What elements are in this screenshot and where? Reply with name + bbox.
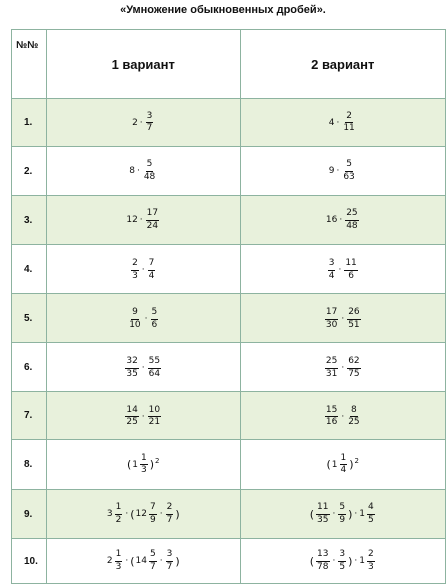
fraction	[148, 406, 161, 428]
table-row	[12, 440, 446, 490]
fraction	[146, 112, 154, 134]
page-title: «Умножение обыкновенных дробей».	[120, 4, 326, 16]
operator: ·	[341, 411, 345, 422]
math-expression	[310, 550, 376, 572]
numerator: 3	[166, 550, 174, 561]
operator: ·	[332, 556, 336, 566]
row-number: 8.	[12, 440, 47, 490]
denominator: 21	[148, 417, 161, 427]
numerator: 7	[148, 259, 156, 270]
operator: ·	[336, 117, 340, 128]
numerator: 15	[325, 406, 338, 417]
numerator: 4	[367, 503, 375, 514]
variant-2-cell	[240, 392, 445, 440]
numerator: 2	[166, 503, 174, 514]
fraction	[316, 503, 329, 525]
operator: ·	[136, 166, 140, 176]
fraction	[143, 160, 156, 182]
table-row	[12, 245, 446, 294]
parenthesis: (	[130, 507, 135, 521]
denominator: 35	[126, 368, 138, 379]
fraction	[328, 259, 336, 281]
number: 3	[106, 509, 113, 519]
fraction	[338, 550, 346, 572]
denominator: 9	[149, 514, 156, 525]
denominator: 3	[115, 561, 122, 572]
numerator: 2	[345, 112, 353, 123]
table-row	[12, 294, 446, 343]
parenthesis: (	[309, 554, 315, 568]
numerator: 1	[340, 454, 348, 465]
number: 9	[328, 166, 335, 176]
fraction	[149, 503, 157, 525]
exercise-table-body	[12, 30, 446, 584]
number: 12	[135, 509, 147, 519]
parenthesis: )	[349, 458, 354, 471]
number: 1	[331, 459, 338, 470]
operator: ·	[339, 215, 343, 225]
fraction	[325, 308, 338, 330]
fraction	[347, 308, 360, 330]
row-number: 4.	[12, 245, 47, 294]
numerator: 9	[131, 308, 139, 319]
math-expression	[324, 406, 362, 428]
numerator: 14	[125, 406, 138, 417]
variant-1-cell	[46, 392, 240, 440]
fraction	[316, 550, 329, 572]
table-row	[12, 343, 446, 392]
variant-2-cell	[240, 245, 445, 294]
denominator: 4	[328, 270, 335, 281]
variant-1-cell	[46, 539, 240, 584]
numerator: 3	[328, 259, 336, 270]
numerator: 55	[148, 357, 161, 368]
math-expression	[310, 503, 376, 525]
math-expression	[329, 112, 357, 134]
numerator: 17	[325, 308, 338, 319]
number: 1	[359, 509, 366, 519]
variant-2-cell	[240, 343, 445, 392]
row-number: 2.	[12, 147, 47, 196]
operator: ·	[341, 363, 345, 373]
math-expression	[124, 357, 162, 379]
row-number: 9.	[12, 490, 47, 539]
math-expression	[130, 259, 156, 281]
variant-2-cell	[240, 490, 445, 539]
operator: ·	[125, 556, 129, 566]
parenthesis: (	[326, 458, 331, 471]
fraction	[125, 357, 138, 379]
denominator: 30	[325, 319, 338, 330]
denominator: 2	[115, 514, 122, 525]
denominator: 7	[166, 514, 173, 525]
fraction	[340, 454, 348, 476]
denominator: 63	[343, 171, 355, 182]
fraction	[166, 503, 174, 525]
numerator: 2	[367, 550, 375, 561]
math-expression	[107, 550, 180, 572]
denominator: 31	[325, 368, 338, 379]
denominator: 4	[148, 270, 155, 281]
denominator: 4	[340, 465, 347, 475]
fraction	[115, 503, 123, 525]
header-number: №№	[12, 30, 47, 99]
parenthesis: )	[175, 507, 180, 521]
variant-2-cell	[240, 99, 445, 147]
row-number: 1.	[12, 99, 47, 147]
table-row	[12, 490, 446, 539]
number: 14	[135, 556, 147, 566]
denominator: 3	[132, 270, 138, 281]
denominator: 3	[368, 561, 374, 572]
numerator: 8	[350, 406, 358, 417]
operator: ·	[159, 509, 163, 519]
operator: ·	[354, 509, 358, 519]
fraction	[325, 357, 338, 379]
fraction	[345, 209, 358, 231]
denominator: 25	[348, 417, 360, 427]
number: 4	[328, 117, 335, 128]
variant-1-cell	[46, 490, 240, 539]
variant-1-cell	[46, 440, 240, 490]
variant-2-cell	[240, 440, 445, 490]
table-row	[12, 147, 446, 196]
row-number: 6.	[12, 343, 47, 392]
operator: ·	[139, 215, 143, 225]
math-expression	[127, 308, 159, 330]
fraction	[148, 259, 156, 281]
fraction	[115, 550, 123, 572]
operator: ·	[354, 556, 358, 566]
variant-1-cell	[46, 99, 240, 147]
fraction	[347, 357, 360, 379]
numerator: 17	[146, 209, 159, 220]
math-expression	[326, 454, 359, 476]
denominator: 10	[129, 319, 141, 330]
row-number: 3.	[12, 196, 47, 245]
numerator: 5	[149, 550, 157, 561]
numerator: 25	[345, 209, 358, 220]
math-expression	[126, 209, 160, 231]
numerator: 1	[115, 550, 123, 561]
fraction	[338, 503, 346, 525]
denominator: 48	[346, 220, 358, 231]
number: 16	[325, 215, 338, 225]
math-expression	[124, 406, 162, 428]
exponent: 2	[155, 456, 160, 465]
variant-1-cell	[46, 294, 240, 343]
math-expression	[324, 308, 362, 330]
denominator: 5	[368, 514, 374, 525]
operator: ·	[139, 117, 143, 128]
operator: ·	[338, 265, 342, 275]
numerator: 5	[338, 503, 346, 514]
variant-2-cell	[240, 539, 445, 584]
variant-1-cell	[46, 343, 240, 392]
math-expression	[327, 259, 359, 281]
header-variant-2: 2 вариант	[240, 30, 445, 99]
fraction	[367, 550, 375, 572]
header-row	[12, 30, 446, 99]
numerator: 11	[344, 259, 357, 270]
operator: ·	[341, 314, 345, 324]
fraction	[149, 550, 157, 572]
variant-2-cell	[240, 147, 445, 196]
variant-1-cell	[46, 245, 240, 294]
denominator: 6	[348, 270, 354, 281]
denominator: 7	[166, 561, 173, 572]
variant-1-cell	[46, 196, 240, 245]
math-expression	[324, 357, 362, 379]
denominator: 16	[325, 417, 338, 427]
numerator: 5	[151, 308, 159, 319]
fraction	[342, 112, 355, 134]
denominator: 64	[148, 368, 161, 379]
denominator: 7	[146, 123, 153, 133]
operator: ·	[336, 166, 340, 176]
numerator: 62	[347, 357, 360, 368]
variant-1-cell	[46, 147, 240, 196]
parenthesis: )	[348, 554, 353, 568]
fraction	[344, 259, 357, 281]
number: 1	[132, 459, 138, 470]
numerator: 1	[115, 503, 123, 514]
parenthesis: (	[309, 507, 315, 521]
fraction	[342, 160, 355, 182]
operator: ·	[332, 509, 336, 519]
number: 8	[129, 166, 135, 176]
operator: ·	[159, 556, 163, 566]
denominator: 25	[126, 417, 138, 427]
table-row	[12, 196, 446, 245]
table-row	[12, 99, 446, 147]
denominator: 6	[151, 319, 158, 330]
fraction	[148, 357, 161, 379]
parenthesis: (	[126, 458, 132, 471]
number: 12	[126, 215, 138, 225]
math-expression	[326, 209, 360, 231]
denominator: 78	[317, 561, 329, 572]
header-variant-1: 1 вариант	[46, 30, 240, 99]
numerator: 5	[146, 160, 154, 171]
numerator: 26	[347, 308, 360, 319]
denominator: 24	[146, 220, 159, 231]
parenthesis: )	[149, 458, 155, 471]
numerator: 2	[131, 259, 139, 270]
table-row	[12, 539, 446, 584]
fraction	[125, 406, 138, 428]
exponent: 2	[354, 456, 360, 465]
denominator: 5	[339, 561, 346, 572]
operator: ·	[141, 265, 145, 275]
fraction	[151, 308, 159, 330]
fraction	[131, 259, 139, 281]
variant-2-cell	[240, 196, 445, 245]
math-expression	[129, 160, 157, 182]
denominator: 51	[348, 319, 360, 330]
denominator: 11	[343, 123, 355, 133]
row-number: 10.	[12, 539, 47, 584]
operator: ·	[141, 411, 145, 422]
math-expression	[107, 503, 180, 525]
operator: ·	[125, 509, 129, 519]
number: 2	[132, 117, 138, 128]
numerator: 13	[316, 550, 329, 561]
operator: ·	[141, 363, 145, 373]
fraction	[140, 454, 148, 476]
math-expression	[329, 160, 357, 182]
fraction	[128, 308, 141, 330]
row-number: 5.	[12, 294, 47, 343]
numerator: 7	[149, 503, 157, 514]
denominator: 9	[339, 514, 346, 525]
row-number: 7.	[12, 392, 47, 440]
fraction	[367, 503, 375, 525]
numerator: 3	[146, 112, 154, 123]
fraction	[166, 550, 174, 572]
math-expression	[132, 112, 154, 134]
numerator: 11	[316, 503, 329, 514]
fraction	[325, 406, 338, 428]
denominator: 48	[143, 171, 156, 182]
denominator: 75	[348, 368, 360, 379]
denominator: 7	[149, 561, 156, 572]
parenthesis: (	[130, 554, 135, 568]
numerator: 1	[140, 454, 148, 465]
variant-2-cell	[240, 294, 445, 343]
parenthesis: )	[348, 507, 353, 521]
exercise-table	[11, 29, 446, 584]
numerator: 3	[338, 550, 346, 561]
denominator: 35	[317, 514, 329, 525]
math-expression	[127, 454, 160, 476]
numerator: 10	[148, 406, 161, 417]
fraction	[347, 406, 360, 428]
numerator: 32	[125, 357, 138, 368]
number: 1	[359, 556, 366, 566]
table-row	[12, 392, 446, 440]
number: 2	[106, 556, 113, 566]
parenthesis: )	[175, 554, 180, 568]
operator: ·	[144, 314, 148, 324]
numerator: 5	[345, 160, 353, 171]
numerator: 25	[325, 357, 338, 368]
denominator: 3	[141, 465, 147, 475]
fraction	[146, 209, 159, 231]
